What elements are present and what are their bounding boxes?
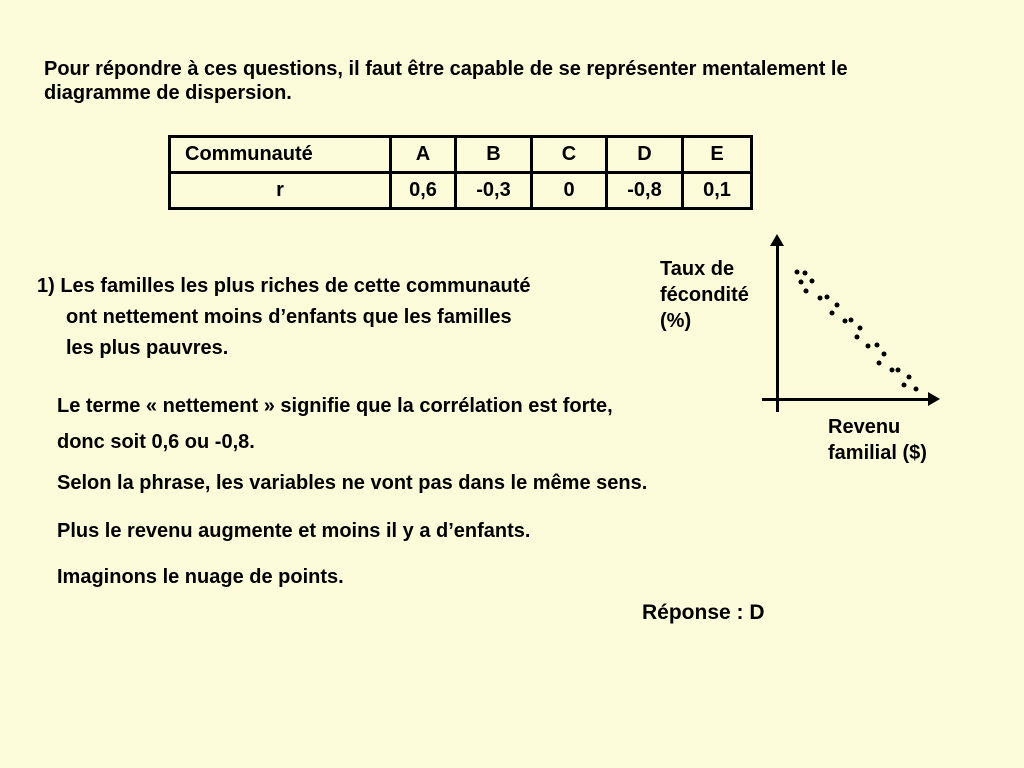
explanation-sens: Selon la phrase, les variables ne vont pas dans le même sens. [57,472,648,494]
scatter-dot [849,318,854,323]
table-header-e: E [683,137,752,173]
y-label-line-2: fécondité [660,284,749,306]
table-header-row [170,137,752,173]
scatter-dot [877,361,882,366]
table-cell-r-c: 0 [532,173,607,209]
scatter-dot [896,368,901,373]
scatter-dot [902,383,907,388]
explanation-revenu: Plus le revenu augmente et moins il y a d’enfants. [57,520,531,542]
table-header-c: C [532,137,607,173]
explanation-term-line-1: Le terme « nettement » signifie que la corrélation est forte, [57,395,613,417]
table-cell-r-label: r [170,173,391,209]
x-label-line-2: familial ($) [828,442,927,464]
question-line-3: les plus pauvres. [66,337,229,359]
intro-paragraph [44,57,848,105]
scatter-dot [875,343,880,348]
explanation-term-line-2: donc soit 0,6 ou -0,8. [57,431,255,453]
scatter-dot [803,271,808,276]
intro-line-2: diagramme de dispersion. [44,82,292,104]
scatter-dot [907,375,912,380]
scatter-dot [835,303,840,308]
scatter-y-axis-label [660,256,749,334]
scatter-x-axis-line [762,398,932,401]
scatter-dot [855,335,860,340]
scatter-dot [810,279,815,284]
explanation-nuage: Imaginons le nuage de points. [57,566,344,588]
explanation-term-block [57,388,613,460]
scatter-dot [858,326,863,331]
scatter-x-axis-label [828,414,927,466]
table-header-b: B [456,137,532,173]
table-cell-r-d: -0,8 [607,173,683,209]
y-label-line-1: Taux de [660,258,735,280]
table-header-communaute: Communauté [170,137,391,173]
question-line-2: ont nettement moins d’enfants que les familles [66,306,512,328]
scatter-y-axis-line [776,245,779,412]
scatter-dot [818,296,823,301]
y-label-line-3: (%) [660,310,692,332]
correlation-table [168,135,753,210]
x-label-line-1: Revenu [828,416,901,438]
scatter-dot [843,319,848,324]
answer-text: Réponse : D [642,601,765,624]
scatter-dot [866,344,871,349]
scatter-dot [830,311,835,316]
table-cell-r-a: 0,6 [391,173,456,209]
scatter-dot [825,295,830,300]
scatter-dot [914,387,919,392]
scatter-y-axis-arrowhead-icon [770,234,784,246]
intro-line-1: Pour répondre à ces questions, il faut être capable de se représenter mentalement le [44,58,848,80]
table-data-row [170,173,752,209]
table-cell-r-e: 0,1 [683,173,752,209]
table-header-a: A [391,137,456,173]
scatter-dot [890,368,895,373]
scatter-x-axis-arrowhead-icon [928,392,940,406]
table-header-d: D [607,137,683,173]
question-1-block [37,271,531,364]
table-cell-r-b: -0,3 [456,173,532,209]
question-line-1: 1) Les familles les plus riches de cette communauté [37,275,531,297]
scatter-dot [804,289,809,294]
scatter-dot [799,280,804,285]
scatter-dot [795,270,800,275]
scatter-dot [882,352,887,357]
